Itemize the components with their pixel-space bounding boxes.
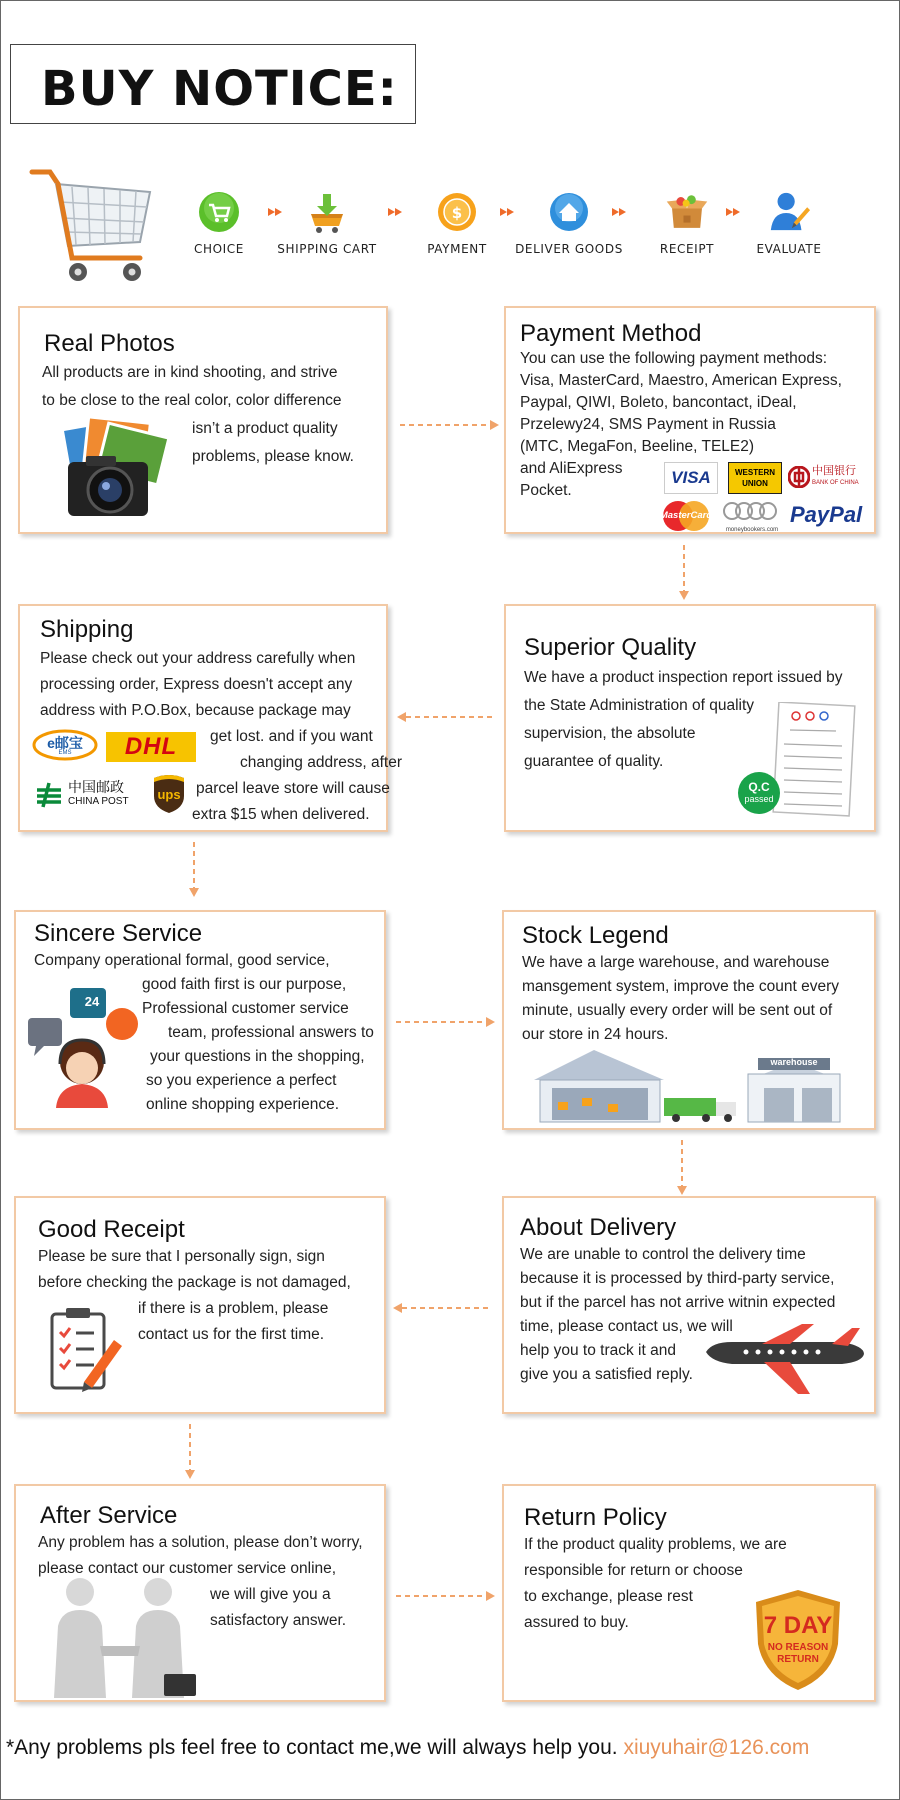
card-text-line: We have a large warehouse, and warehouse bbox=[522, 954, 830, 971]
step-choice bbox=[164, 190, 274, 256]
card-title: Payment Method bbox=[520, 320, 702, 347]
inspection-report-icon bbox=[770, 702, 856, 818]
western-union-word: UNION bbox=[742, 479, 768, 488]
qc-passed-badge bbox=[738, 772, 780, 814]
card-text-line: minute, usually every order will be sent out of bbox=[522, 1002, 833, 1019]
ups-logo bbox=[152, 774, 186, 814]
flow-arrow-down-icon bbox=[188, 842, 200, 898]
card-shipping bbox=[18, 604, 402, 832]
airplane-icon bbox=[702, 1322, 866, 1398]
card-text-line: All products are in kind shooting, and strive bbox=[42, 364, 338, 381]
ups-word: ups bbox=[157, 787, 181, 802]
dhl-logo: DHL bbox=[106, 732, 196, 762]
flow-arrow-right-icon bbox=[400, 419, 500, 431]
svg-text:$: $ bbox=[451, 204, 463, 222]
card-superior-quality bbox=[504, 604, 876, 832]
step-label: CHOICE bbox=[194, 242, 244, 256]
warehouse-sign: warehouse bbox=[770, 1057, 818, 1067]
house-icon bbox=[547, 190, 591, 234]
flow-arrow-right-icon bbox=[396, 1590, 496, 1602]
shield-no-reason: NO REASON bbox=[767, 1642, 829, 1653]
card-real-photos bbox=[18, 306, 388, 534]
shield-icon bbox=[752, 1588, 844, 1692]
contact-email-link[interactable]: xiuyuhair@126.com bbox=[623, 1736, 810, 1759]
step-shipping-cart bbox=[272, 190, 382, 256]
china-post-sub: CHINA POST bbox=[68, 796, 129, 807]
buy-notice-title-box bbox=[10, 44, 416, 124]
card-title: Superior Quality bbox=[524, 634, 697, 661]
card-text-line: You can use the following payment methods: bbox=[520, 350, 828, 367]
camera-photos-icon bbox=[56, 416, 176, 526]
process-steps bbox=[0, 150, 900, 290]
card-text-line: to exchange, please rest bbox=[524, 1588, 693, 1605]
card-text-line: online shopping experience. bbox=[146, 1096, 340, 1113]
shield-return: RETURN bbox=[777, 1654, 819, 1665]
person-pen-icon bbox=[767, 190, 811, 234]
card-text-line: Any problem has a solution, please don’t worry, bbox=[38, 1534, 363, 1551]
card-payment-method bbox=[504, 306, 876, 534]
shield-days: 7 DAY bbox=[763, 1612, 833, 1639]
card-title: After Service bbox=[40, 1502, 178, 1529]
card-title: Shipping bbox=[40, 616, 134, 643]
coin-icon bbox=[435, 190, 479, 234]
card-text-line: before checking the package is not damaged, bbox=[38, 1274, 351, 1291]
flow-arrow-left-icon bbox=[396, 711, 496, 723]
china-post-logo bbox=[34, 778, 144, 812]
step-evaluate bbox=[734, 190, 844, 256]
card-title: Return Policy bbox=[524, 1504, 667, 1531]
card-text-line: but if the parcel has not arrive witnin expected bbox=[520, 1294, 836, 1311]
step-label: EVALUATE bbox=[756, 242, 822, 256]
card-about-delivery bbox=[502, 1196, 876, 1414]
seven-day-return-badge bbox=[752, 1588, 844, 1692]
card-text-line: Professional customer service bbox=[142, 1000, 349, 1017]
moneybookers-word: moneybookers.com bbox=[725, 527, 779, 533]
card-return-policy bbox=[502, 1484, 876, 1702]
flow-arrow-down-icon bbox=[676, 1140, 688, 1196]
card-text-line: we will give you a bbox=[210, 1586, 331, 1603]
card-text-line: Please check out your address carefully when bbox=[40, 650, 356, 667]
card-title: Stock Legend bbox=[522, 922, 669, 949]
qc-badge-title: Q.C bbox=[748, 780, 770, 794]
footer-text: *Any problems pls feel free to contact me,we will always help you. bbox=[6, 1736, 624, 1759]
card-title: Good Receipt bbox=[38, 1216, 185, 1243]
flow-arrow-left-icon bbox=[392, 1302, 492, 1314]
card-after-service bbox=[14, 1484, 386, 1702]
card-text-line: and AliExpress bbox=[520, 460, 623, 477]
step-arrow-icon bbox=[612, 206, 628, 218]
bank-of-china-sub: BANK OF CHINA bbox=[812, 480, 859, 486]
ems-word: e邮宝 bbox=[47, 735, 83, 751]
card-text-line: We have a product inspection report issued by bbox=[524, 669, 843, 686]
card-text-line: processing order, Express doesn't accept any bbox=[40, 676, 353, 693]
card-text-line: extra $15 when delivered. bbox=[192, 806, 370, 823]
footer-notice bbox=[6, 1736, 809, 1760]
qc-badge-sub: passed bbox=[744, 794, 774, 804]
card-stock-legend bbox=[502, 910, 876, 1130]
step-label: DELIVER GOODS bbox=[515, 242, 623, 256]
china-post-icon bbox=[34, 780, 64, 810]
card-text-line: Company operational formal, good service, bbox=[34, 952, 330, 969]
step-receipt bbox=[632, 190, 742, 256]
ems-logo bbox=[32, 728, 98, 762]
card-good-receipt bbox=[14, 1196, 386, 1414]
bank-of-china-logo bbox=[788, 462, 872, 492]
card-text-line: to be close to the real color, color difference bbox=[42, 392, 342, 409]
moneybookers-icon bbox=[722, 500, 782, 522]
card-text-line: changing address, after bbox=[240, 754, 402, 771]
cart-download-icon bbox=[305, 190, 349, 234]
card-text-line: parcel leave store will cause bbox=[196, 780, 390, 797]
card-text-line: help you to track it and bbox=[520, 1342, 676, 1359]
card-text-line: mansgement system, improve the count every bbox=[522, 978, 840, 995]
card-text-line: Paypal, QIWI, Boleto, bancontact, iDeal, bbox=[520, 394, 797, 411]
flow-arrow-down-icon bbox=[678, 545, 690, 601]
card-text-line: if there is a problem, please bbox=[138, 1300, 329, 1317]
bank-of-china-icon bbox=[788, 466, 810, 488]
clipboard-checklist-icon bbox=[48, 1306, 124, 1392]
bank-of-china-name: 中国银行 bbox=[812, 464, 856, 477]
shopping-cart-icon bbox=[28, 160, 158, 290]
green-cart-icon bbox=[197, 190, 241, 234]
card-text-line: problems, please know. bbox=[192, 448, 354, 465]
card-sincere-service bbox=[14, 910, 386, 1130]
warehouse-illustration-icon bbox=[534, 1044, 844, 1124]
mastercard-logo bbox=[658, 500, 714, 532]
card-text-line: contact us for the first time. bbox=[138, 1326, 325, 1343]
western-union-logo bbox=[728, 462, 782, 494]
flow-arrow-right-icon bbox=[396, 1016, 496, 1028]
card-text-line: time, please contact us, we will bbox=[520, 1318, 733, 1335]
card-text-line: because it is processed by third-party service, bbox=[520, 1270, 835, 1287]
card-text-line: isn’t a product quality bbox=[192, 420, 338, 437]
card-text-line: address with P.O.Box, because package may bbox=[40, 702, 351, 719]
card-text-line: (MTC, MegaFon, Beeline, TELE2) bbox=[520, 438, 755, 455]
step-deliver-goods bbox=[514, 190, 624, 256]
ems-sub: EMS bbox=[58, 750, 72, 756]
card-text-line: responsible for return or choose bbox=[524, 1562, 743, 1579]
card-text-line: give you a satisfied reply. bbox=[520, 1366, 693, 1383]
paypal-logo bbox=[790, 502, 862, 528]
card-text-line: our store in 24 hours. bbox=[522, 1026, 669, 1043]
step-label: PAYMENT bbox=[427, 242, 487, 256]
card-title: Sincere Service bbox=[34, 920, 203, 947]
moneybookers-logo bbox=[722, 500, 782, 532]
handshake-people-icon bbox=[40, 1576, 200, 1698]
card-text-line: supervision, the absolute bbox=[524, 725, 696, 742]
card-title: Real Photos bbox=[44, 330, 175, 357]
card-text-line: satisfactory answer. bbox=[210, 1612, 347, 1629]
card-text-line: team, professional answers to bbox=[168, 1024, 374, 1041]
card-text-line: Pocket. bbox=[520, 482, 572, 499]
page-title: BUY NOTICE: bbox=[41, 61, 398, 117]
mastercard-word: MasterCard bbox=[659, 510, 713, 521]
card-text-line: Przelewy24, SMS Payment in Russia bbox=[520, 416, 776, 433]
card-text-line: guarantee of quality. bbox=[524, 753, 664, 770]
card-text-line: Please be sure that I personally sign, sign bbox=[38, 1248, 325, 1265]
step-label: RECEIPT bbox=[659, 242, 715, 256]
step-label: SHIPPING CART bbox=[277, 242, 377, 256]
open-box-icon bbox=[665, 190, 709, 234]
visa-logo: VISA bbox=[664, 462, 718, 494]
flow-arrow-down-icon bbox=[184, 1424, 196, 1480]
western-union-word: WESTERN bbox=[735, 468, 775, 477]
card-text-line: please contact our customer service online, bbox=[38, 1560, 337, 1577]
card-text-line: Visa, MasterCard, Maestro, American Express, bbox=[520, 372, 842, 389]
card-title: About Delivery bbox=[520, 1214, 677, 1241]
card-text-line: get lost. and if you want bbox=[210, 728, 373, 745]
card-text-line: your questions in the shopping, bbox=[150, 1048, 365, 1065]
china-post-name: 中国邮政 bbox=[68, 780, 124, 796]
paypal-word: PayPal bbox=[790, 502, 863, 527]
card-text-line: If the product quality problems, we are bbox=[524, 1536, 787, 1553]
card-text-line: We are unable to control the delivery time bbox=[520, 1246, 806, 1263]
card-text-line: good faith first is our purpose, bbox=[142, 976, 347, 993]
service-24-label: 24 bbox=[84, 994, 100, 1009]
card-text-line: assured to buy. bbox=[524, 1614, 629, 1631]
card-text-line: so you experience a perfect bbox=[146, 1072, 337, 1089]
card-text-line: the State Administration of quality bbox=[524, 697, 755, 714]
step-payment bbox=[402, 190, 512, 256]
